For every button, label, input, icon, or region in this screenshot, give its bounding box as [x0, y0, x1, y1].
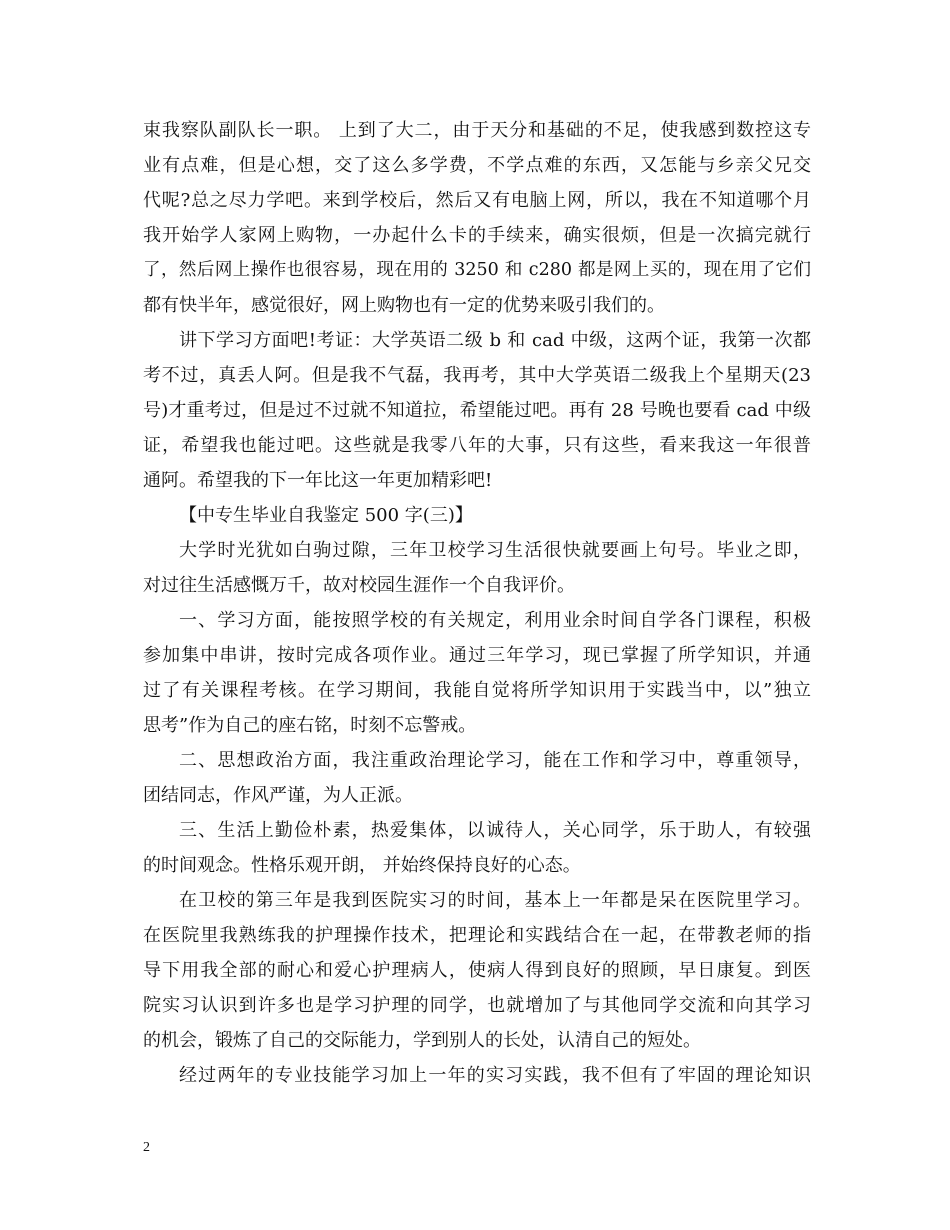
page-number: 2: [143, 1140, 150, 1155]
text-line: 【中专生毕业自我鉴定 500 字(三)】: [179, 505, 473, 526]
text-line: 讲下学习方面吧!考证：大学英语二级 b 和 cad 中级，这两个证，我第一次都: [179, 330, 811, 351]
text-line: 思考”作为自己的座右铭，时刻不忘警戒。: [143, 715, 477, 736]
text-line: 参加集中串讲，按时完成各项作业。通过三年学习，现已掌握了所学知识，并通: [143, 645, 811, 666]
text-line: 的时间观念。性格乐观开朗， 并始终保持良好的心态。: [143, 855, 581, 876]
text-line: 通阿。希望我的下一年比这一年更加精彩吧!: [143, 470, 493, 491]
text-line: 的机会，锻炼了自己的交际能力，学到别人的长处，认清自己的短处。: [143, 1030, 701, 1051]
text-line: 代呢?总之尽力学吧。来到学校后，然后又有电脑上网，所以，我在不知道哪个月: [143, 190, 811, 211]
text-line: 号)才重考过，但是过不过就不知道拉，希望能过吧。再有 28 号晚也要看 cad 中级: [143, 400, 811, 421]
text-line: 证，希望我也能过吧。这些就是我零八年的大事，只有这些，看来我这一年很普: [143, 435, 811, 456]
text-line: 了，然后网上操作也很容易，现在用的 3250 和 c280 都是网上买的，现在用了它们: [143, 260, 811, 280]
text-line: 都有快半年，感觉很好，网上购物也有一定的优势来吸引我们的。: [143, 295, 665, 316]
text-line: 三、生活上勤俭朴素，热爱集体，以诚待人，关心同学，乐于助人，有较强: [179, 820, 811, 841]
text-line: 院实习认识到许多也是学习护理的同学，也就增加了与其他同学交流和向其学习: [143, 995, 811, 1016]
text-line: 大学时光犹如白驹过隙，三年卫校学习生活很快就要画上句号。毕业之即，: [179, 540, 811, 561]
text-line: 我开始学人家网上购物，一办起什么卡的手续来，确实很烦，但是一次搞完就行: [143, 225, 811, 246]
text-line: 一、学习方面，能按照学校的有关规定，利用业余时间自学各门课程，积极: [179, 610, 811, 631]
body-text: [143, 113, 811, 1093]
text-line: 导下用我全部的耐心和爱心护理病人，使病人得到良好的照顾，早日康复。到医: [143, 960, 811, 981]
text-line: 过了有关课程考核。在学习期间，我能自觉将所学知识用于实践当中，以”独立: [143, 680, 811, 701]
text-line: 团结同志，作风严谨，为人正派。: [143, 785, 413, 806]
text-line: 在医院里我熟练我的护理操作技术，把理论和实践结合在一起，在带教老师的指: [143, 925, 811, 946]
text-line: 对过往生活感慨万千，故对校园生涯作一个自我评价。: [143, 575, 575, 596]
text-line: 在卫校的第三年是我到医院实习的时间，基本上一年都是呆在医院里学习。: [179, 890, 811, 911]
text-line: 业有点难，但是心想，交了这么多学费，不学点难的东西，又怎能与乡亲父兄交: [143, 155, 811, 176]
text-line: 经过两年的专业技能学习加上一年的实习实践，我不但有了牢固的理论知识: [179, 1065, 811, 1086]
text-line: 束我察队副队长一职。 上到了大二，由于天分和基础的不足，使我感到数控这专: [143, 120, 811, 141]
text-line: 二、思想政治方面，我注重政治理论学习，能在工作和学习中，尊重领导，: [179, 750, 811, 771]
text-line: 考不过，真丢人阿。但是我不气磊，我再考，其中大学英语二级我上个星期天(23: [143, 365, 811, 386]
